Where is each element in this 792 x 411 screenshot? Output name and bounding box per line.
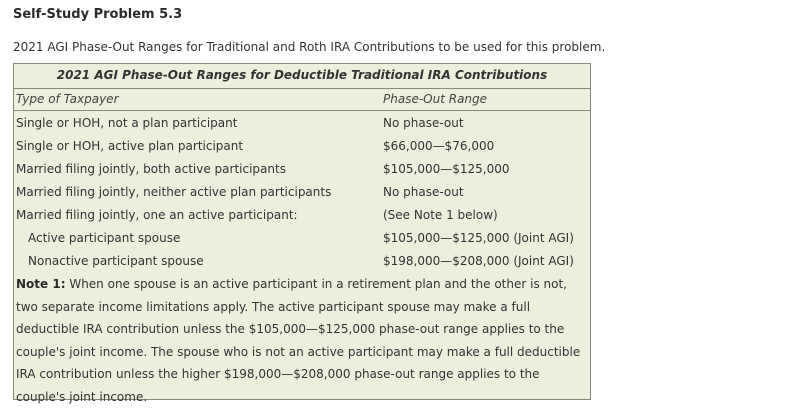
table-header-row (14, 88, 590, 111)
taxpayer-type-cell: Married filing jointly, both active participants (16, 162, 286, 176)
intro-text: 2021 AGI Phase-Out Ranges for Traditional and Roth IRA Contributions to be used for this problem. (13, 40, 606, 54)
taxpayer-type-cell: Single or HOH, active plan participant (16, 139, 244, 153)
note-1 (16, 273, 582, 409)
phase-out-range-cell: (See Note 1 below) (383, 208, 498, 222)
phase-out-range-cell: $105,000—$125,000 (Joint AGI) (383, 231, 574, 245)
phase-out-range-cell: $105,000—$125,000 (383, 162, 510, 176)
phase-out-range-cell: $198,000—$208,000 (Joint AGI) (383, 254, 574, 268)
phase-out-range-cell: No phase-out (383, 116, 464, 130)
phase-out-table (13, 63, 591, 404)
phase-out-range-cell: No phase-out (383, 185, 464, 199)
note-label: Note 1: (16, 277, 66, 291)
table-row (14, 181, 590, 204)
note-line: couple's joint income. (16, 389, 148, 404)
table-row (14, 227, 590, 250)
table-row (14, 250, 590, 273)
problem-title: Self-Study Problem 5.3 (13, 7, 183, 22)
note-line: two separate income limitations apply. The active participant spouse may make a full (16, 299, 531, 314)
table-row (14, 112, 590, 135)
table-row (14, 204, 590, 227)
table-row (14, 135, 590, 158)
header-type-of-taxpayer: Type of Taxpayer (16, 92, 119, 106)
taxpayer-type-cell: Married filing jointly, one an active participant: (16, 208, 298, 222)
taxpayer-type-cell: Nonactive participant spouse (28, 254, 204, 268)
table-caption: 2021 AGI Phase-Out Ranges for Deductible Traditional IRA Contributions (56, 68, 548, 82)
taxpayer-type-cell: Active participant spouse (28, 231, 181, 245)
note-line: deductible IRA contribution unless the $105,000—$125,000 phase-out range applies to the (16, 322, 565, 337)
note-line: When one spouse is an active participant in a retirement plan and the other is not, (69, 277, 567, 291)
header-phase-out-range: Phase-Out Range (383, 92, 488, 106)
note-line: couple's joint income. The spouse who is not an active participant may make a full deductible (16, 344, 581, 359)
taxpayer-type-cell: Single or HOH, not a plan participant (16, 116, 238, 130)
table-row (14, 158, 590, 181)
phase-out-range-cell: $66,000—$76,000 (383, 139, 495, 153)
taxpayer-type-cell: Married filing jointly, neither active plan participants (16, 185, 332, 199)
note-line: IRA contribution unless the higher $198,000—$208,000 phase-out range applies to the (16, 367, 540, 382)
